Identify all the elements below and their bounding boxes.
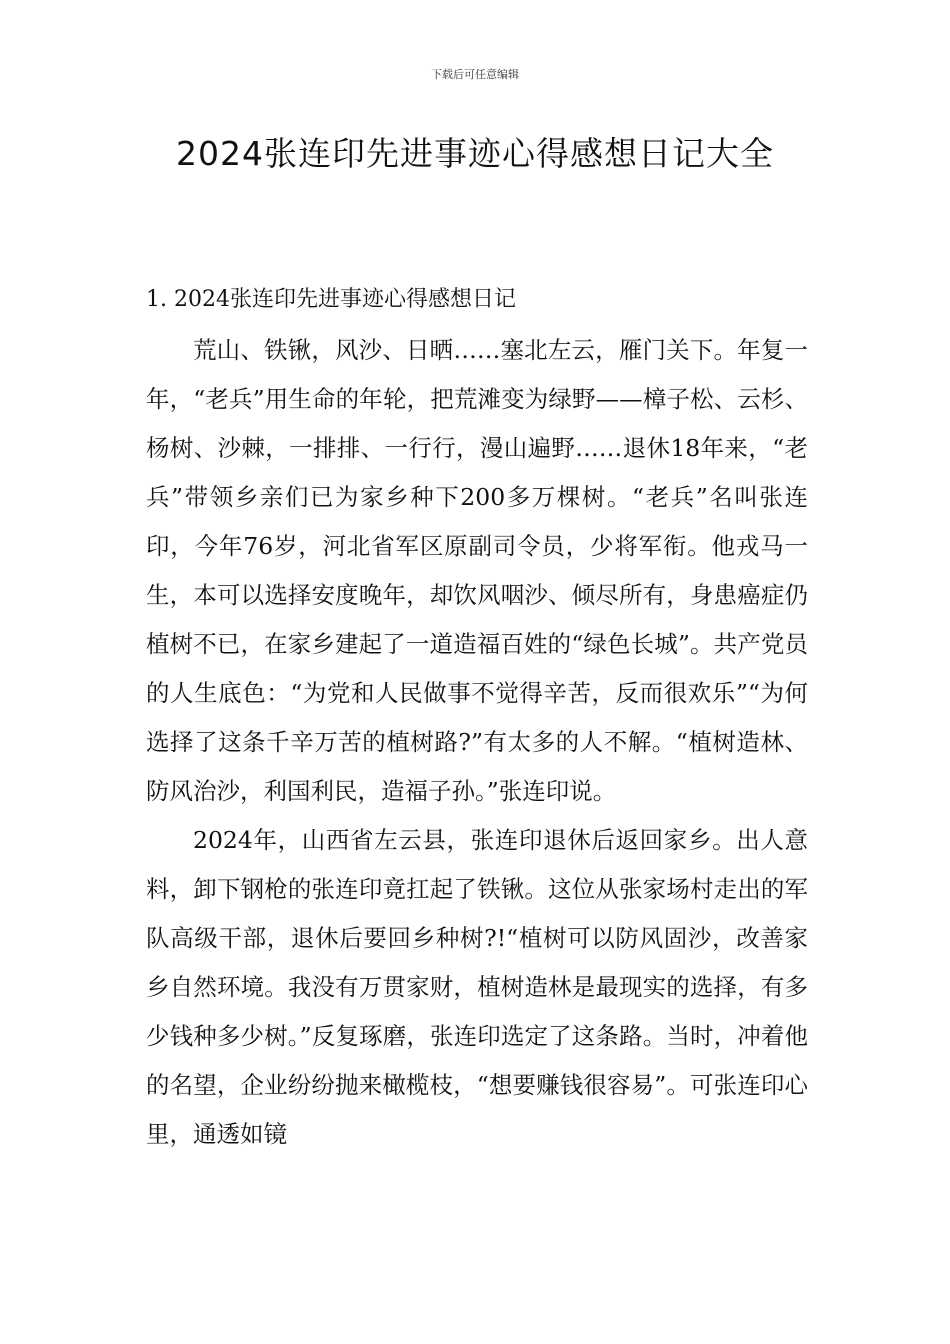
document-title: 2024张连印先进事迹心得感想日记大全 [176, 134, 774, 173]
paragraph-2: 2024年，山西省左云县，张连印退休后返回家乡。出人意料，卸下钢枪的张连印竟扛起了铁锹。这位从张家场村走出的军队高级干部，退休后要回乡种树?!“植树可以防风固沙，改善家乡自然环境。我没有万贯家财，植树造林是最现实的选择，有多少钱种多少树。”反复琢磨，张连印选定了这条路。当时，冲着他的名望，企业纷纷抛来橄榄枝，“想要赚钱很容易”。可张连印心里，通透如镜 [146, 826, 808, 1148]
header-note: 下载后可任意编辑 [431, 68, 519, 81]
body-text [146, 326, 808, 1159]
paragraph-1: 荒山、铁锹，风沙、日晒……塞北左云，雁门关下。年复一年，“老兵”用生命的年轮，把荒滩变为绿野——樟子松、云杉、杨树、沙棘，一排排、一行行，漫山遍野……退休18年来，“老兵”带领乡亲们已为家乡种下200多万棵树。“老兵”名叫张连印，今年76岁，河北省军区原副司令员，少将军衔。他戎马一生，本可以选择安度晚年，却饮风咽沙、倾尽所有，身患癌症仍植树不已，在家乡建起了一道造福百姓的“绿色长城”。共产党员的人生底色：“为党和人民做事不觉得辛苦，反而很欢乐”“为何选择了这条千辛万苦的植树路?”有太多的人不解。“植树造林、防风治沙，利国利民，造福子孙。”张连印说。 [146, 336, 808, 805]
section-heading: 1. 2024张连印先进事迹心得感想日记 [146, 287, 516, 312]
